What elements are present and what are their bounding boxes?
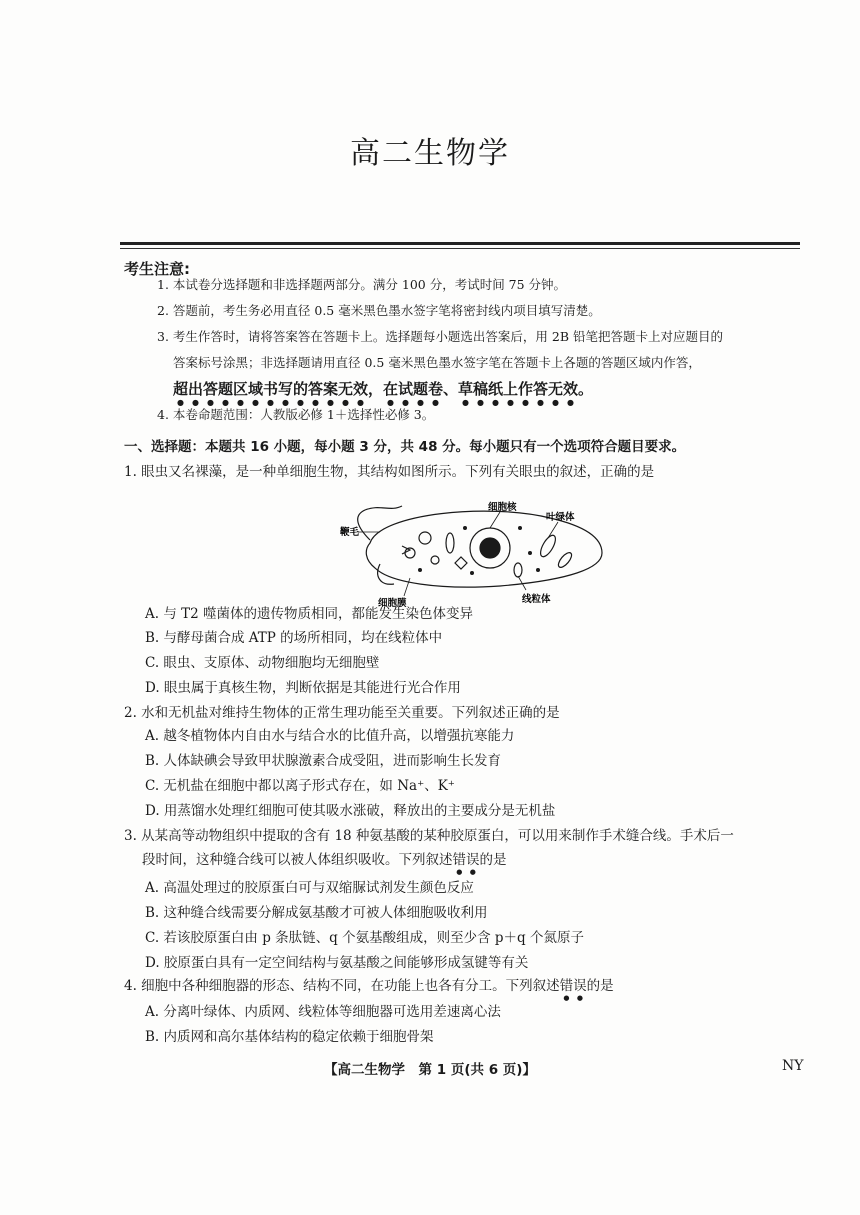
notice-item-1: 1. 本试卷分选择题和非选择题两部分。满分 100 分，考试时间 75 分钟。	[157, 277, 567, 292]
notice-item-2: 2. 答题前，考生务必用直径 0.5 毫米黑色墨水签字笔将密封线内项目填写清楚。	[157, 303, 601, 318]
question-1-stem: 1. 眼虫又名裸藻，是一种单细胞生物，其结构如图所示。下列有关眼虫的叙述，正确的是	[124, 464, 655, 480]
q3-option-c: C. 若该胶原蛋白由 p 条肽链、q 个氨基酸组成，则至少含 p＋q 个氮原子	[145, 930, 584, 946]
q4-stem-pre: 4. 细胞中各种细胞器的形态、结构不同，在功能上也各有分工。下列叙述	[124, 978, 560, 994]
question-2-stem: 2. 水和无机盐对维持生物体的正常生理功能至关重要。下列叙述正确的是	[124, 705, 560, 721]
question-3-stem: 3. 从某高等动物组织中提取的含有 18 种氨基酸的某种胶原蛋白，可以用来制作手术缝合线。手术后一	[124, 828, 734, 844]
q3-option-d: D. 胶原蛋白具有一定空间结构与氨基酸之间能够形成氢键等有关	[145, 955, 529, 971]
q3-stem-emph: 错误	[452, 852, 480, 868]
q3-stem-pre: 段时间，这种缝合线可以被人体组织吸收。下列叙述	[142, 852, 453, 868]
q4-stem-emph: 错误	[559, 978, 587, 994]
section-heading: 一、选择题：本题共 16 小题，每小题 3 分，共 48 分。每小题只有一个选项符合题目要求。	[124, 439, 686, 455]
flagellum-line	[358, 506, 402, 540]
paper-code: NY	[782, 1058, 804, 1074]
q3-option-b: B. 这种缝合线需要分解成氨基酸才可被人体细胞吸收利用	[145, 905, 488, 921]
q2-option-b: B. 人体缺碘会导致甲状腺激素合成受阻，进而影响生长发育	[145, 753, 502, 769]
q1-option-a: A. 与 T2 噬菌体的遗传物质相同，都能发生染色体变异	[145, 606, 474, 622]
q1-option-c: C. 眼虫、支原体、动物细胞均无细胞壁	[145, 655, 380, 671]
notice-warning: 超出答题区域书写的答案无效，在试题卷、草稿纸上作答无效。	[173, 380, 594, 398]
q1-option-b: B. 与酵母菌合成 ATP 的场所相同，均在线粒体中	[145, 630, 443, 646]
label-flagellum: 鞭毛	[340, 527, 360, 538]
label-mitochondria: 线粒体	[522, 594, 551, 605]
question-3-stem-cont	[142, 846, 832, 876]
notice-heading: 考生注意:	[124, 260, 190, 278]
q2-option-c: C. 无机盐在细胞中都以离子形式存在，如 Na⁺、K⁺	[145, 778, 455, 794]
q3-option-a: A. 高温处理过的胶原蛋白可与双缩脲试剂发生颜色反应	[145, 880, 474, 896]
q4-option-a: A. 分离叶绿体、内质网、线粒体等细胞器可选用差速离心法	[145, 1004, 501, 1020]
notice-item-4: 4. 本卷命题范围：人教版必修 1＋选择性必修 3。	[157, 407, 435, 422]
label-chloroplast: 叶绿体	[546, 512, 575, 523]
header-rule	[120, 242, 800, 245]
label-membrane: 细胞膜	[378, 598, 407, 608]
notice-item-3-cont: 答案标号涂黑；非选择题请用直径 0.5 毫米黑色墨水签字笔在答题卡上各题的答题区域内作答，	[173, 355, 701, 370]
label-nucleus: 细胞核	[488, 502, 517, 513]
page-footer: 【高二生物学 第 1 页(共 6 页)】	[324, 1062, 536, 1078]
header-rule-thin	[120, 248, 800, 249]
q3-stem-post: 的是	[479, 852, 507, 868]
euglena-figure	[340, 498, 610, 608]
q4-option-b: B. 内质网和高尔基体结构的稳定依赖于细胞骨架	[145, 1029, 434, 1045]
question-4-stem	[124, 972, 814, 1002]
q4-stem-post: 的是	[586, 978, 614, 994]
notice-item-3: 3. 考生作答时，请将答案答在答题卡上。选择题每小题选出答案后，用 2B 铅笔把答题卡上对应题目的	[157, 329, 723, 344]
page-title: 高二生物学	[350, 136, 510, 171]
q2-option-a: A. 越冬植物体内自由水与结合水的比值升高，以增强抗寒能力	[145, 728, 515, 744]
q2-option-d: D. 用蒸馏水处理红细胞可使其吸水涨破，释放出的主要成分是无机盐	[145, 803, 556, 819]
q1-option-d: D. 眼虫属于真核生物，判断依据是其能进行光合作用	[145, 680, 461, 696]
